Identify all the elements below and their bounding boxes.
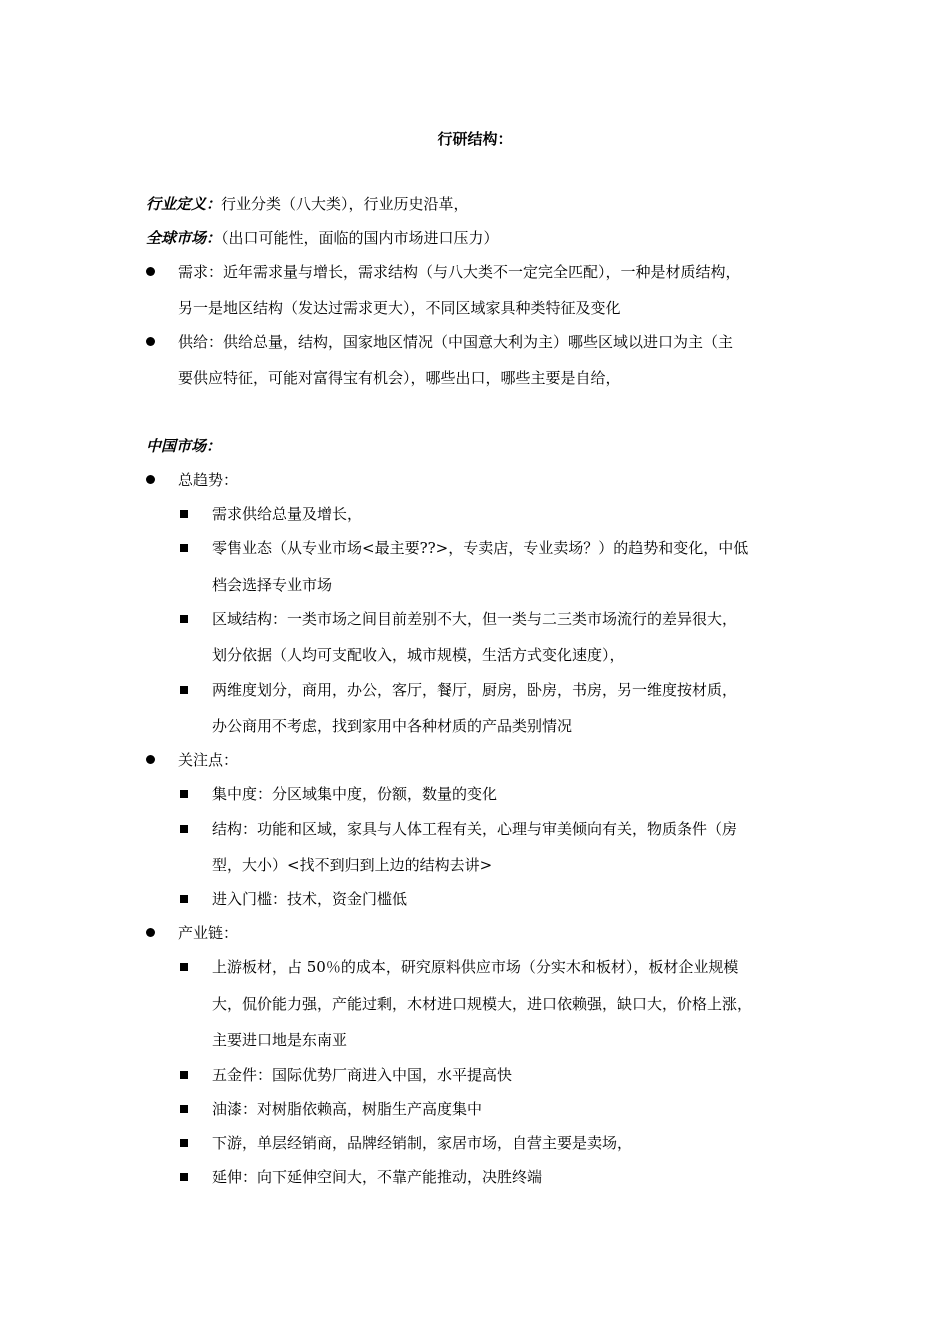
list-item-continued: 主要进口地是东南亚 bbox=[212, 1031, 348, 1049]
list-item-continued: 型，大小）<找不到归到上边的结构去讲> bbox=[212, 856, 493, 874]
bullet-square-icon bbox=[180, 818, 188, 840]
bullet-dot-icon bbox=[146, 331, 155, 353]
industry-def-line bbox=[146, 193, 469, 215]
list-item-continued: 档会选择专业市场 bbox=[212, 576, 333, 594]
bullet-square-icon bbox=[180, 503, 188, 525]
list-item: 零售业态（从专业市场<最主要??>，专卖店，专业卖场？）的趋势和变化，中低 bbox=[212, 539, 749, 557]
list-item-continued: 大，侃价能力强，产能过剩，木材进口规模大，进口依赖强，缺口大，价格上涨， bbox=[212, 995, 753, 1013]
china-market-heading bbox=[146, 435, 221, 457]
list-item-continued: 办公商用不考虑，找到家用中各种材质的产品类别情况 bbox=[212, 717, 573, 735]
list-item-continued: 划分依据（人均可支配收入，城市规模，生活方式变化速度）， bbox=[212, 646, 625, 664]
list-item: 集中度：分区域集中度，份额，数量的变化 bbox=[212, 785, 498, 803]
list-item: 区域结构：一类市场之间目前差别不大，但一类与二三类市场流行的差异很大， bbox=[212, 610, 738, 628]
list-item: 下游，单层经销商，品牌经销制，家居市场，自营主要是卖场， bbox=[212, 1134, 633, 1152]
china-market-label: 中国市场： bbox=[146, 437, 222, 455]
bullet-square-icon bbox=[180, 1064, 188, 1086]
bullet-dot-icon bbox=[146, 469, 155, 491]
bullet-square-icon bbox=[180, 1132, 188, 1154]
list-item: 两维度划分，商用，办公，客厅，餐厅，厨房，卧房，书房，另一维度按材质， bbox=[212, 681, 738, 699]
list-item: 结构：功能和区域，家具与人体工程有关，心理与审美倾向有关，物质条件（房 bbox=[212, 820, 738, 838]
bullet-square-icon bbox=[180, 783, 188, 805]
global-market-label: 全球市场： bbox=[146, 229, 222, 247]
list-item: 五金件：国际优势厂商进入中国，水平提高快 bbox=[212, 1066, 513, 1084]
focus-label: 关注点： bbox=[178, 751, 239, 769]
bullet-square-icon bbox=[180, 1166, 188, 1188]
list-item-continued: 要供应特征，可能对富得宝有机会），哪些出口，哪些主要是自给， bbox=[178, 369, 621, 387]
global-market-text: （出口可能性，面临的国内市场进口压力） bbox=[221, 229, 499, 247]
bullet-square-icon bbox=[180, 956, 188, 978]
bullet-dot-icon bbox=[146, 749, 155, 771]
bullet-dot-icon bbox=[146, 261, 155, 283]
bullet-dot-icon bbox=[146, 922, 155, 944]
industry-def-text: 行业分类（八大类），行业历史沿革， bbox=[221, 195, 469, 213]
list-item: 供给：供给总量，结构，国家地区情况（中国意大利为主）哪些区域以进口为主（主 bbox=[178, 333, 734, 351]
list-item: 延伸：向下延伸空间大，不靠产能推动，决胜终端 bbox=[212, 1168, 543, 1186]
list-item: 油漆：对树脂依赖高，树脂生产高度集中 bbox=[212, 1100, 483, 1118]
list-item-continued: 另一是地区结构（发达过需求更大），不同区域家具种类特征及变化 bbox=[178, 299, 621, 317]
page-title: 行研结构： bbox=[437, 130, 513, 148]
bullet-square-icon bbox=[180, 888, 188, 910]
bullet-square-icon bbox=[180, 537, 188, 559]
trend-label: 总趋势： bbox=[178, 471, 239, 489]
list-item: 上游板材，占 50％的成本，研究原料供应市场（分实木和板材），板材企业规模 bbox=[212, 958, 739, 976]
bullet-square-icon bbox=[180, 679, 188, 701]
list-item: 需求供给总量及增长， bbox=[212, 505, 363, 523]
list-item: 进入门槛：技术，资金门槛低 bbox=[212, 890, 408, 908]
bullet-square-icon bbox=[180, 608, 188, 630]
industry-def-label: 行业定义： bbox=[146, 195, 222, 213]
global-market-line bbox=[146, 227, 499, 249]
bullet-square-icon bbox=[180, 1098, 188, 1120]
list-item: 需求：近年需求量与增长，需求结构（与八大类不一定完全匹配），一种是材质结构， bbox=[178, 263, 741, 281]
chain-label: 产业链： bbox=[178, 924, 239, 942]
